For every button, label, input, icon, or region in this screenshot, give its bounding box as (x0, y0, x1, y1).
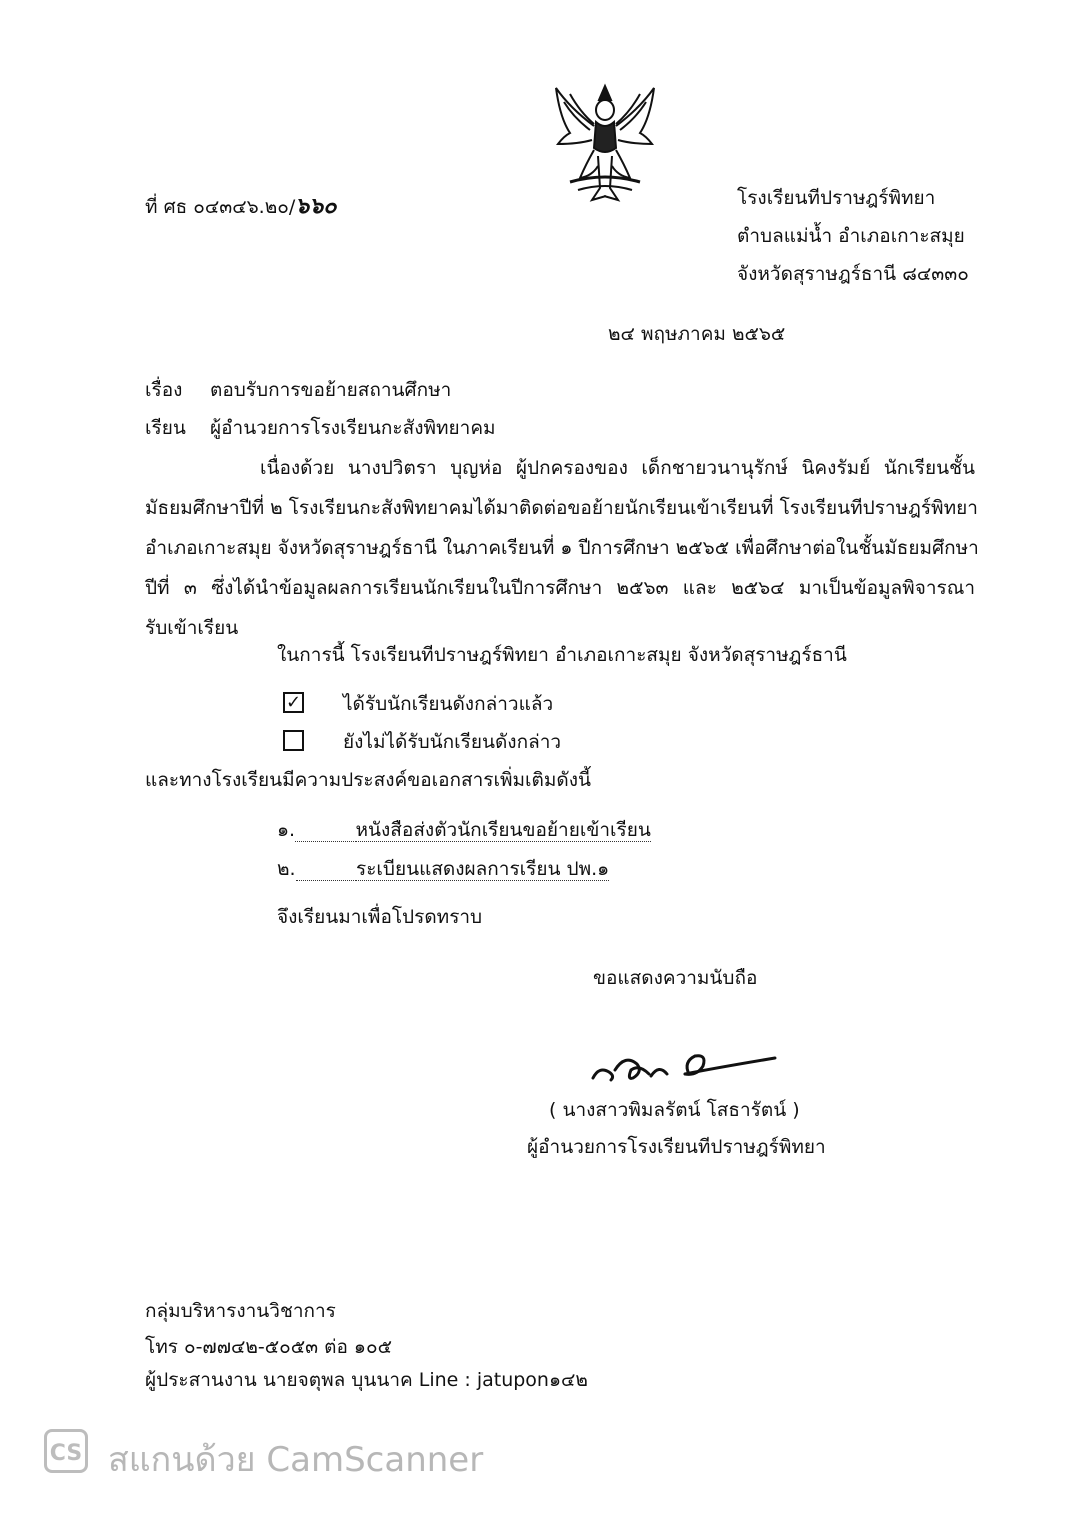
paragraph-line: เนื่องด้วย นางปวิตรา บุญห่อ ผู้ปกครองของ เด็กชายวนานุรักษ์ นิคงรัมย์ นักเรียนชั้น (260, 457, 975, 479)
checkbox-received[interactable]: ✓ (283, 692, 304, 713)
document-dots (296, 858, 356, 881)
footer-phone: โทร ๐-๗๗๔๒-๕๐๕๓ ต่อ ๑๐๕ (145, 1336, 392, 1358)
body-paragraph-1 (145, 448, 979, 648)
paragraph-line: ปีที่ ๓ ซึ่งได้นำข้อมูลผลการเรียนนักเรียนในปีการศึกษา ๒๕๖๓ และ ๒๕๖๔ มาเป็นข้อมูลพิจารณา (145, 577, 975, 599)
subject-value: ตอบรับการขอย้ายสถานศึกษา (210, 379, 452, 401)
document-request-line: และทางโรงเรียนมีความประสงค์ขอเอกสารเพิ่มเติมดังนี้ (145, 769, 592, 791)
camscanner-logo: CS (44, 1429, 88, 1473)
camscanner-watermark-text: สแกนด้วย CamScanner (108, 1440, 484, 1480)
option-not-received-label: ยังไม่ได้รับนักเรียนดังกล่าว (343, 731, 562, 753)
reference-number (145, 194, 337, 219)
signatory-position: ผู้อำนวยการโรงเรียนทีปราษฎร์พิทยา (527, 1136, 826, 1158)
garuda-emblem (550, 78, 660, 208)
school-address-line-1: ตำบลแม่น้ำ อำเภอเกาะสมุย (737, 225, 965, 247)
recipient-value: ผู้อำนวยการโรงเรียนกะสังพิทยาคม (210, 417, 496, 439)
document-item-1 (277, 818, 651, 842)
paragraph-line: อำเภอเกาะสมุย จังหวัดสุราษฎร์ธานี ในภาคเรียนที่ ๑ ปีการศึกษา ๒๕๖๕ เพื่อศึกษาต่อในชั้นมัธยมศึกษา (145, 537, 979, 559)
document-number: ๒. (277, 858, 296, 880)
subject-label: เรื่อง (145, 379, 183, 401)
salutation: ขอแสดงความนับถือ (593, 967, 758, 989)
school-address-line-2: จังหวัดสุราษฎร์ธานี ๘๔๓๓๐ (737, 263, 969, 285)
closing-line: จึงเรียนมาเพื่อโปรดทราบ (277, 906, 483, 928)
handwritten-reference-number: ๖๖๐ (295, 193, 337, 219)
document-dots (295, 819, 355, 842)
document-number: ๑. (277, 819, 296, 841)
paragraph-line: รับเข้าเรียน (145, 617, 239, 639)
document-item-2 (277, 857, 609, 881)
recipient-label: เรียน (145, 417, 186, 439)
signatory-name: ( นางสาวพิมลรัตน์ โสธารัตน์ ) (549, 1099, 800, 1121)
footer-department: กลุ่มบริหารงานวิชาการ (145, 1300, 336, 1322)
reference-prefix: ที่ ศธ ๐๔๓๔๖.๒๐/ (145, 196, 296, 218)
letter-date: ๒๔ พฤษภาคม ๒๕๖๕ (608, 323, 786, 345)
handwritten-signature (585, 1040, 785, 1090)
paragraph-line: มัธยมศึกษาปีที่ ๒ โรงเรียนกะสังพิทยาคมได้มาติดต่อขอย้ายนักเรียนเข้าเรียนที่ โรงเรียนทีปราษฎร์พิทยา (145, 497, 978, 519)
document-text: ระเบียนแสดงผลการเรียน ปพ.๑ (355, 858, 610, 880)
footer-coordinator: ผู้ประสานงาน นายจตุพล บุนนาค Line : jatupon๑๔๒ (145, 1369, 588, 1391)
document-text: หนังสือส่งตัวนักเรียนขอย้ายเข้าเรียน (355, 819, 651, 841)
school-name: โรงเรียนทีปราษฎร์พิทยา (737, 187, 936, 209)
option-received-label: ได้รับนักเรียนดังกล่าวแล้ว (343, 693, 554, 715)
checkbox-not-received[interactable] (283, 730, 304, 751)
body-paragraph-2: ในการนี้ โรงเรียนทีปราษฎร์พิทยา อำเภอเกาะสมุย จังหวัดสุราษฎร์ธานี (277, 644, 847, 666)
